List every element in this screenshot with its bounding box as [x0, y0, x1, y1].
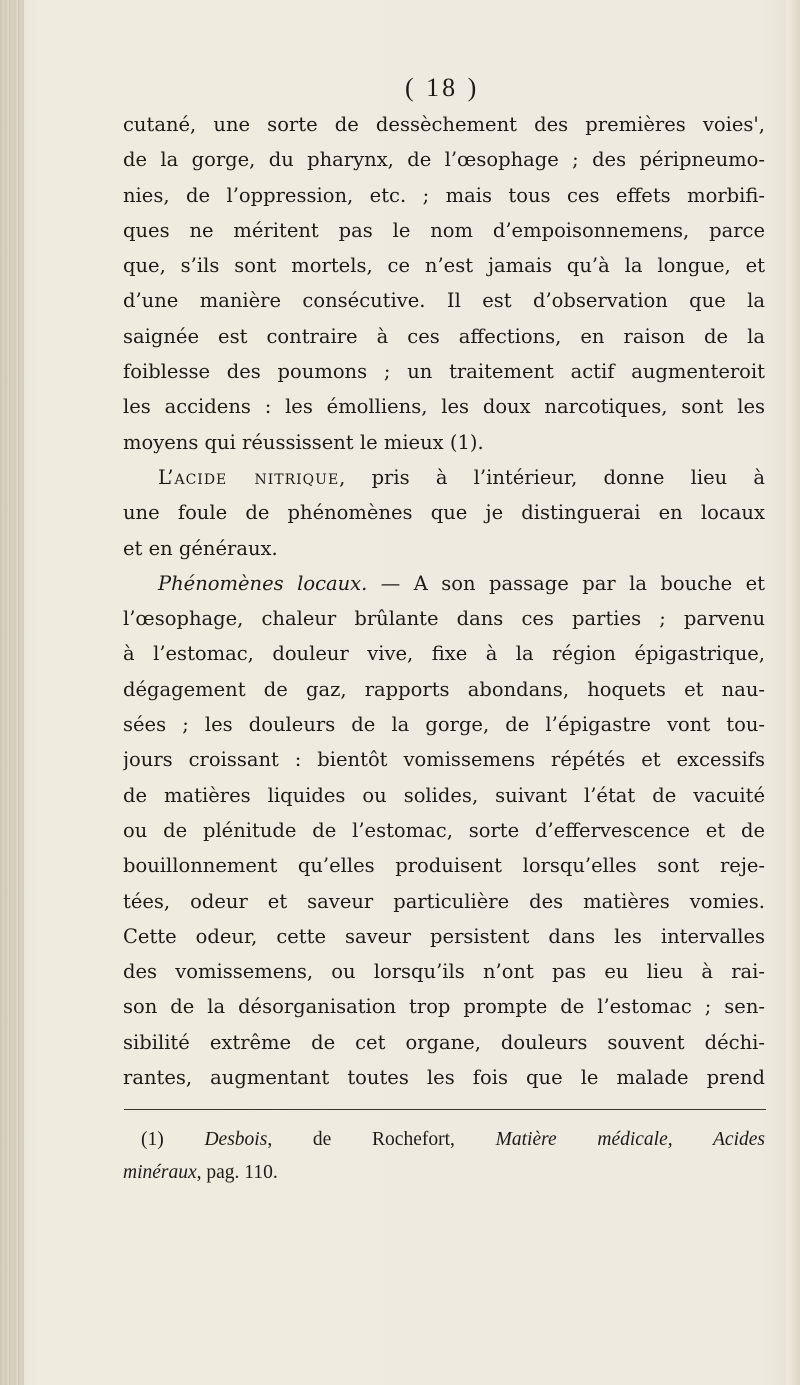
text-line: de la gorge, du pharynx, de l’œsophage ; des péripneumo-	[123, 148, 765, 172]
text-line: saignée est contraire à ces affections, en raison de la	[123, 324, 765, 348]
paragraph-acide-first-line	[123, 460, 765, 495]
footnote-title-continued: minéraux	[123, 1162, 197, 1183]
text-line: foiblesse des poumons ; un traitement actif augmenteroit	[123, 360, 765, 384]
page-number: ( 18 )	[405, 73, 480, 102]
text-line: d’une manière consécutive. Il est d’observation que la	[123, 289, 765, 313]
body-text	[123, 107, 765, 1095]
text-line: Cette odeur, cette saveur persistent dans les intervalles	[123, 924, 765, 948]
text-line: des vomissemens, ou lorsqu’ils n’ont pas eu lieu à rai-	[123, 960, 765, 984]
text-line: tées, odeur et saveur particulière des matières vomies.	[123, 889, 765, 913]
paragraph-phenomenes-first-line	[123, 566, 765, 601]
text-line: sées ; les douleurs de la gorge, de l’épigastre vont tou-	[123, 713, 765, 737]
page-binding-shadow	[0, 0, 24, 1385]
footnote-line	[123, 1123, 765, 1156]
footnote-title: Matière médicale, Acides	[495, 1129, 765, 1150]
text-line: bouillonnement qu’elles produisent lorsqu’elles sont reje-	[123, 854, 765, 878]
text-line: ou de plénitude de l’estomac, sorte d’effervescence et de	[123, 818, 765, 842]
text-line: nies, de l’oppression, etc. ; mais tous ces effets morbifi-	[123, 183, 765, 207]
text-line: l’œsophage, chaleur brûlante dans ces parties ; parvenu	[123, 607, 765, 631]
footnote-author: Desbois	[204, 1129, 268, 1150]
footnote	[123, 1123, 765, 1189]
text-line: une foule de phénomènes que je distinguerai en locaux	[123, 501, 765, 525]
text-line: moyens qui réussissent le mieux (1).	[123, 430, 484, 454]
text-run: — A son passage par la bouche et	[367, 571, 765, 595]
text-line: et en généraux.	[123, 536, 278, 560]
text-line: les accidens : les émolliens, les doux narcotiques, sont les	[123, 395, 765, 419]
text-line: son de la désorganisation trop prompte de l’estomac ; sen-	[123, 995, 765, 1019]
footnote-divider	[124, 1109, 766, 1110]
italic-heading: Phénomènes locaux.	[158, 571, 368, 595]
page-edge	[786, 0, 800, 1385]
small-caps-heading: L’acide nitrique	[158, 465, 340, 489]
text-line: sibilité extrême de cet organe, douleurs souvent déchi-	[123, 1030, 765, 1054]
text-line: de matières liquides ou solides, suivant l’état de vacuité	[123, 783, 765, 807]
text-line: que, s’ils sont mortels, ce n’est jamais qu’à la longue, et	[123, 254, 765, 278]
footnote-page-ref: , pag. 110.	[196, 1162, 278, 1183]
text-line: jours croissant : bientôt vomissemens répétés et excessifs	[123, 748, 765, 772]
text-run: , pris à l’intérieur, donne lieu à	[339, 465, 765, 489]
text-line: à l’estomac, douleur vive, fixe à la région épigastrique,	[123, 642, 765, 666]
footnote-text: , de Rochefort,	[267, 1129, 496, 1150]
text-line: rantes, augmentant toutes les fois que le malade prend	[123, 1066, 765, 1090]
footnote-marker: (1)	[141, 1129, 205, 1150]
footnote-line	[123, 1156, 765, 1189]
text-line: ques ne méritent pas le nom d’empoisonnemens, parce	[123, 218, 765, 242]
text-line: cutané, une sorte de dessèchement des premières voies',	[123, 113, 765, 136]
text-line: dégagement de gaz, rapports abondans, hoquets et nau-	[123, 677, 765, 701]
